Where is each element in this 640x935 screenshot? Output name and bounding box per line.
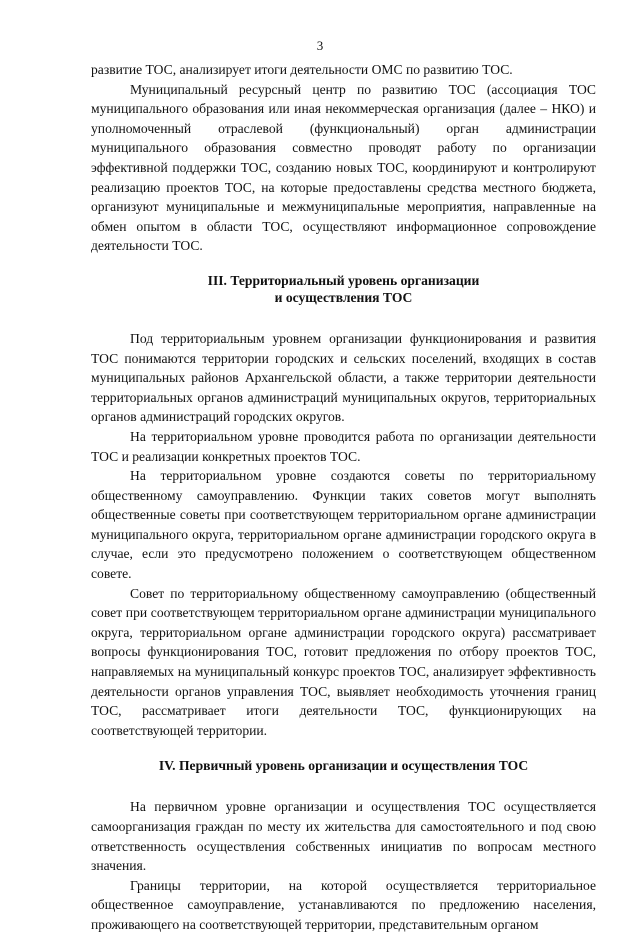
section-3-heading-line-2: и осуществления ТОС: [274, 289, 413, 305]
paragraph-resource-center: Муниципальный ресурсный центр по развитию ТОС (ассоциация ТОС муниципального образования или иная некоммерческая организация (далее – НКО) и уполномоченный отраслевой (функциональный) орган администрации муниципального образования совместно проводят работу по организации эффективной поддержки ТОС, созданию новых ТОС, координируют и контролируют реализацию проектов ТОС, на которые предоставлены средства местного бюджета, организуют муниципальные и межмуниципальные мероприятия, направленные на обмен опытом в области ТОС, осуществляют информационное сопровождение деятельности ТОС.: [91, 81, 596, 254]
section-3-heading: [91, 272, 596, 306]
section-4-heading: IV. Первичный уровень организации и осуществления ТОС: [158, 758, 529, 774]
paragraph-continuation: развитие ТОС, анализирует итоги деятельности ОМС по развитию ТОС.: [91, 62, 513, 77]
section-3-heading-line-1: III. Территориальный уровень организации: [207, 272, 480, 288]
section-3-paragraph-4: Совет по территориальному общественному самоуправлению (общественный совет при соответствующем территориальном органе администрации муниципального округа, территориальном органе администрации городского округа) рассматривает вопросы функционирования ТОС, готовит предложения по отбору проектов ТОС, направляемых на муниципальный конкурс проектов ТОС, анализирует эффективность деятельности органов управления ТОС, выявляет необходимость уточнения границ ТОС, рассматривает итоги деятельности ТОС, функционирующих на соответствующей территории.: [91, 585, 596, 738]
document-body: [91, 60, 596, 935]
section-3-paragraph-2: На территориальном уровне проводится работа по организации деятельности ТОС и реализации конкретных проектов ТОС.: [91, 428, 596, 464]
section-3-paragraph-1: Под территориальным уровнем организации функционирования и развития ТОС понимаются территории городских и сельских поселений, входящих в состав муниципальных районов Архангельской области, а также территории деятельности территориальных органов администраций муниципальных округов, территориальных органов администраций городских округов.: [91, 330, 596, 425]
page-number: 3: [316, 38, 324, 53]
section-4-paragraph-1: На первичном уровне организации и осуществления ТОС осуществляется самоорганизация граждан по месту их жительства для самостоятельного и под свою ответственность осуществления собственных инициатив по вопросам местного значения.: [91, 799, 596, 874]
section-4-paragraph-2: Границы территории, на которой осуществляется территориальное общественное самоуправление, устанавливаются по предложению населения, проживающего на соответствующей территории, представительным органом: [91, 877, 596, 932]
section-3-paragraph-3: На территориальном уровне создаются советы по территориальному общественному самоуправлению. Функции таких советов могут выполнять общественные советы при соответствующем территориальном органе администрации муниципального округа, территориальном органе администрации городского округа в случае, если это предусмотрено положением о соответствующем общественном совете.: [91, 468, 596, 582]
